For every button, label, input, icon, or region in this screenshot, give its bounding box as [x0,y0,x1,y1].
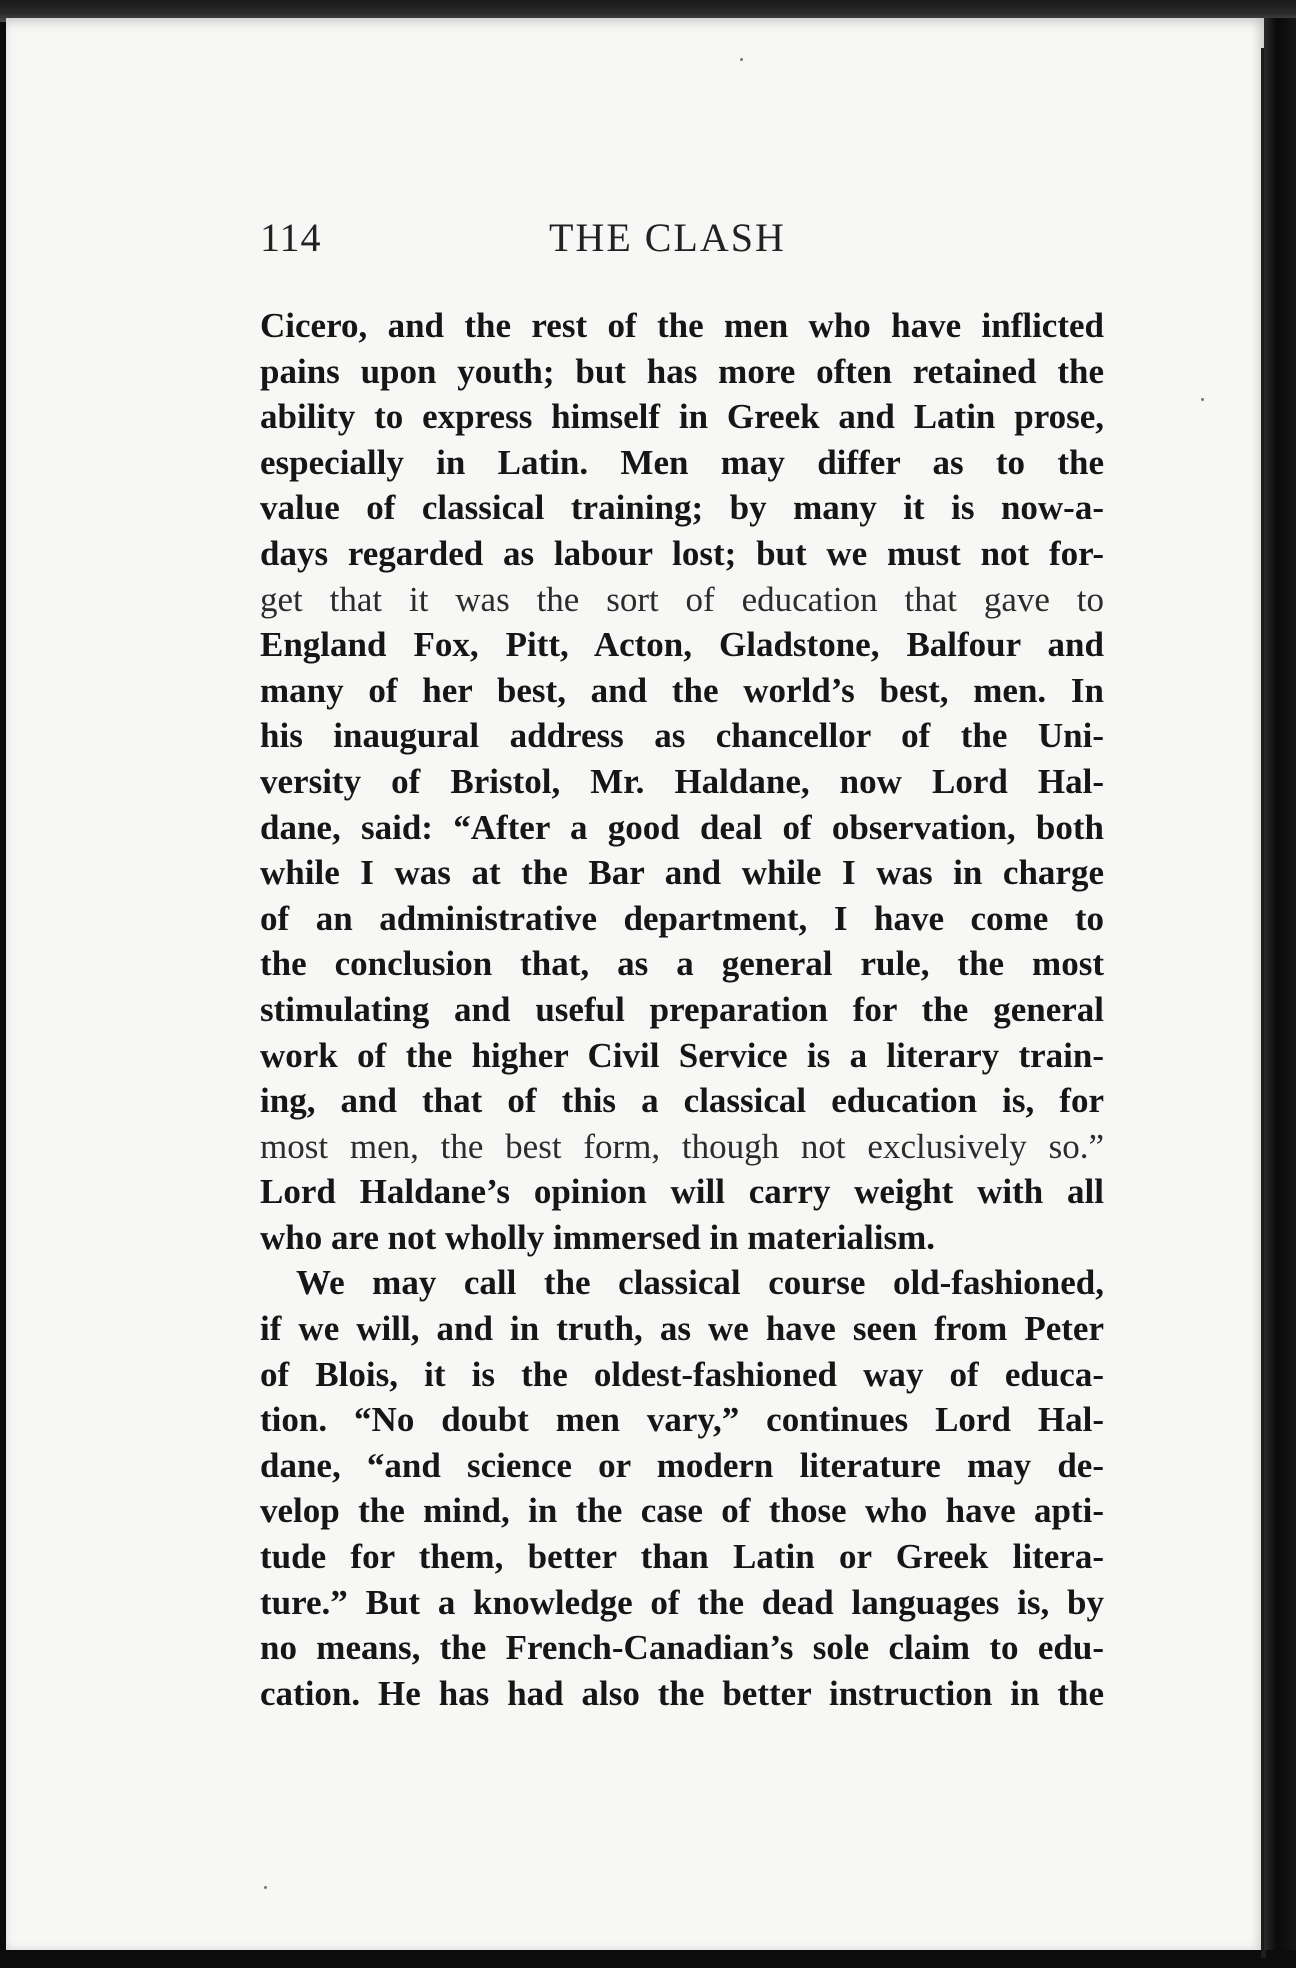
scan-right-border [1264,18,1296,1950]
text-line: get that it was the sort of education that gave to [260,579,1104,619]
text-line: of an administrative department, I have come to [260,898,1104,938]
text-line: who are not wholly immersed in materialism. [260,1217,935,1257]
text-line: his inaugural address as chancellor of the Uni- [260,716,1104,756]
text-line: ability to express himself in Greek and Latin prose, [260,397,1104,437]
text-line: tude for them, better than Latin or Greek litera- [260,1537,1104,1577]
scan-speck [264,1886,267,1889]
scan-speck [740,58,743,61]
text-line: the conclusion that, as a general rule, the most [260,944,1104,984]
text-line: dane, “and science or modern literature may de- [260,1445,1104,1485]
running-head: THE CLASH [549,215,786,260]
text-line: work of the higher Civil Service is a literary train- [260,1035,1104,1075]
text-line: days regarded as labour lost; but we must not for- [260,533,1104,573]
text-line: many of her best, and the world’s best, men. In [260,670,1104,710]
body-text [260,303,1104,1716]
text-line: ing, and that of this a classical education is, for [260,1081,1104,1121]
text-line: pains upon youth; but has more often retained the [260,351,1104,391]
book-page [6,18,1264,1950]
paragraph-2 [260,1260,1104,1716]
text-line: England Fox, Pitt, Acton, Gladstone, Balfour and [260,625,1104,665]
text-line: no means, the French-Canadian’s sole claim to edu- [260,1628,1104,1668]
text-line: of Blois, it is the oldest-fashioned way of educa- [260,1354,1104,1394]
paragraph-1 [260,303,1104,1260]
text-line: value of classical training; by many it is now-a- [260,488,1104,528]
text-line: stimulating and useful preparation for the general [260,989,1104,1029]
text-line: We may call the classical course old-fashioned, [296,1263,1104,1303]
text-line: ture.” But a knowledge of the dead languages is, by [260,1582,1104,1622]
text-line: if we will, and in truth, as we have seen from Peter [260,1309,1104,1349]
text-line: Cicero, and the rest of the men who have inflicted [260,306,1104,345]
text-line: while I was at the Bar and while I was in charge [260,853,1104,893]
text-line: dane, said: “After a good deal of observation, both [260,807,1104,847]
text-line: velop the mind, in the case of those who have apti- [260,1491,1104,1531]
page-number: 114 [260,215,322,260]
text-line: Lord Haldane’s opinion will carry weight with all [260,1172,1104,1212]
page-header [6,214,1264,274]
text-line: most men, the best form, though not exclusively so.” [260,1126,1104,1166]
text-line: especially in Latin. Men may differ as to the [260,442,1104,482]
text-line: tion. “No doubt men vary,” continues Lord Hal- [260,1400,1104,1440]
scan-speck [1201,398,1204,401]
text-line: cation. He has had also the better instruction in the [260,1673,1104,1713]
text-line: versity of Bristol, Mr. Haldane, now Lord Hal- [260,761,1104,801]
